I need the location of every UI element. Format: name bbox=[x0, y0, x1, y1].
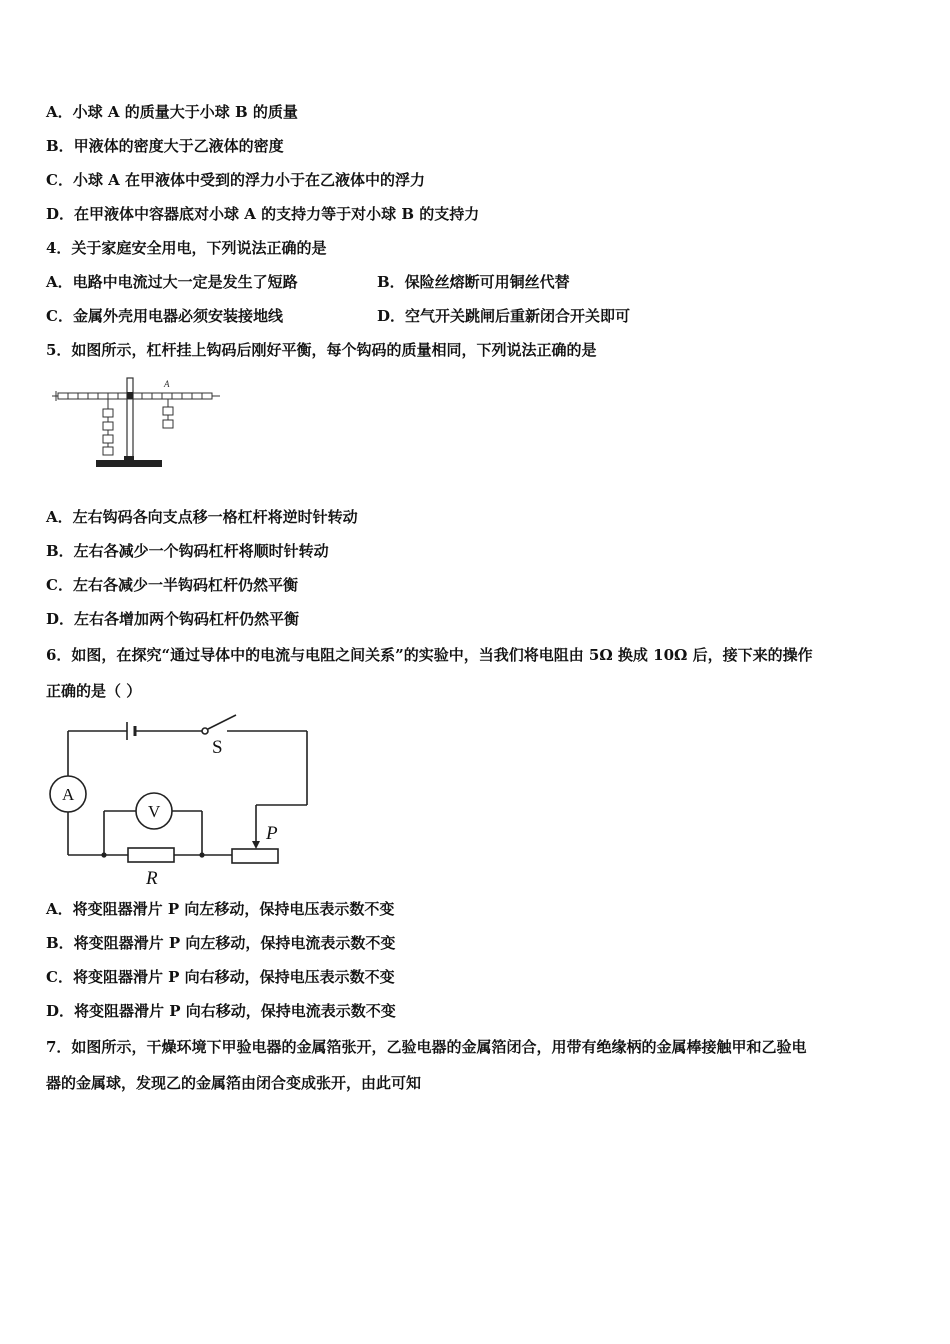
circuit-label-p: P bbox=[266, 823, 278, 844]
q4-option-d: D．空气开关跳闸后重新闭合开关即可 bbox=[377, 307, 631, 325]
q3-option-b: B．甲液体的密度大于乙液体的密度 bbox=[46, 137, 284, 155]
q4-option-c: C．金属外壳用电器必须安装接地线 bbox=[46, 307, 283, 325]
circuit-label-voltmeter: V bbox=[148, 802, 161, 821]
q6-option-c: C．将变阻器滑片 P 向右移动，保持电压表示数不变 bbox=[46, 968, 395, 986]
q6-stem-line2: 正确的是（ ） bbox=[46, 682, 142, 700]
q3-option-c: C．小球 A 在甲液体中受到的浮力小于在乙液体中的浮力 bbox=[46, 171, 426, 189]
q4-option-a: A．电路中电流过大一定是发生了短路 bbox=[46, 273, 298, 291]
q6-option-b: B．将变阻器滑片 P 向左移动，保持电流表示数不变 bbox=[46, 934, 396, 952]
q6-option-a: A．将变阻器滑片 P 向左移动，保持电压表示数不变 bbox=[46, 900, 395, 918]
circuit-label-ammeter: A bbox=[62, 785, 75, 804]
q5-stem: 5．如图所示，杠杆挂上钩码后刚好平衡，每个钩码的质量相同，下列说法正确的是 bbox=[46, 341, 597, 359]
lever-label-a: A bbox=[164, 379, 170, 389]
q4-option-b: B．保险丝熔断可用铜丝代替 bbox=[377, 273, 570, 291]
q3-option-a: A．小球 A 的质量大于小球 B 的质量 bbox=[46, 103, 298, 121]
q7-stem-line2: 器的金属球，发现乙的金属箔由闭合变成张开，由此可知 bbox=[46, 1074, 422, 1092]
circuit-label-r: R bbox=[146, 868, 158, 889]
q5-option-c: C．左右各减少一半钩码杠杆仍然平衡 bbox=[46, 576, 298, 594]
q4-stem: 4．关于家庭安全用电，下列说法正确的是 bbox=[46, 239, 327, 257]
circuit-diagram bbox=[44, 712, 314, 890]
q5-option-a: A．左右钩码各向支点移一格杠杆将逆时针转动 bbox=[46, 508, 358, 526]
circuit-label-s: S bbox=[212, 737, 223, 758]
q5-option-b: B．左右各减少一个钩码杠杆将顺时针转动 bbox=[46, 542, 329, 560]
q6-stem-line1: 6．如图，在探究“通过导体中的电流与电阻之间关系”的实验中，当我们将电阻由 5Ω 换成 10Ω 后，接下来的操作 bbox=[46, 646, 813, 664]
q3-option-d: D．在甲液体中容器底对小球 A 的支持力等于对小球 B 的支持力 bbox=[46, 205, 480, 223]
q5-option-d: D．左右各增加两个钩码杠杆仍然平衡 bbox=[46, 610, 300, 628]
lever-diagram bbox=[52, 372, 222, 472]
q6-option-d: D．将变阻器滑片 P 向右移动，保持电流表示数不变 bbox=[46, 1002, 396, 1020]
q7-stem-line1: 7．如图所示，干燥环境下甲验电器的金属箔张开，乙验电器的金属箔闭合，用带有绝缘柄的金属棒接触甲和乙验电 bbox=[46, 1038, 807, 1056]
